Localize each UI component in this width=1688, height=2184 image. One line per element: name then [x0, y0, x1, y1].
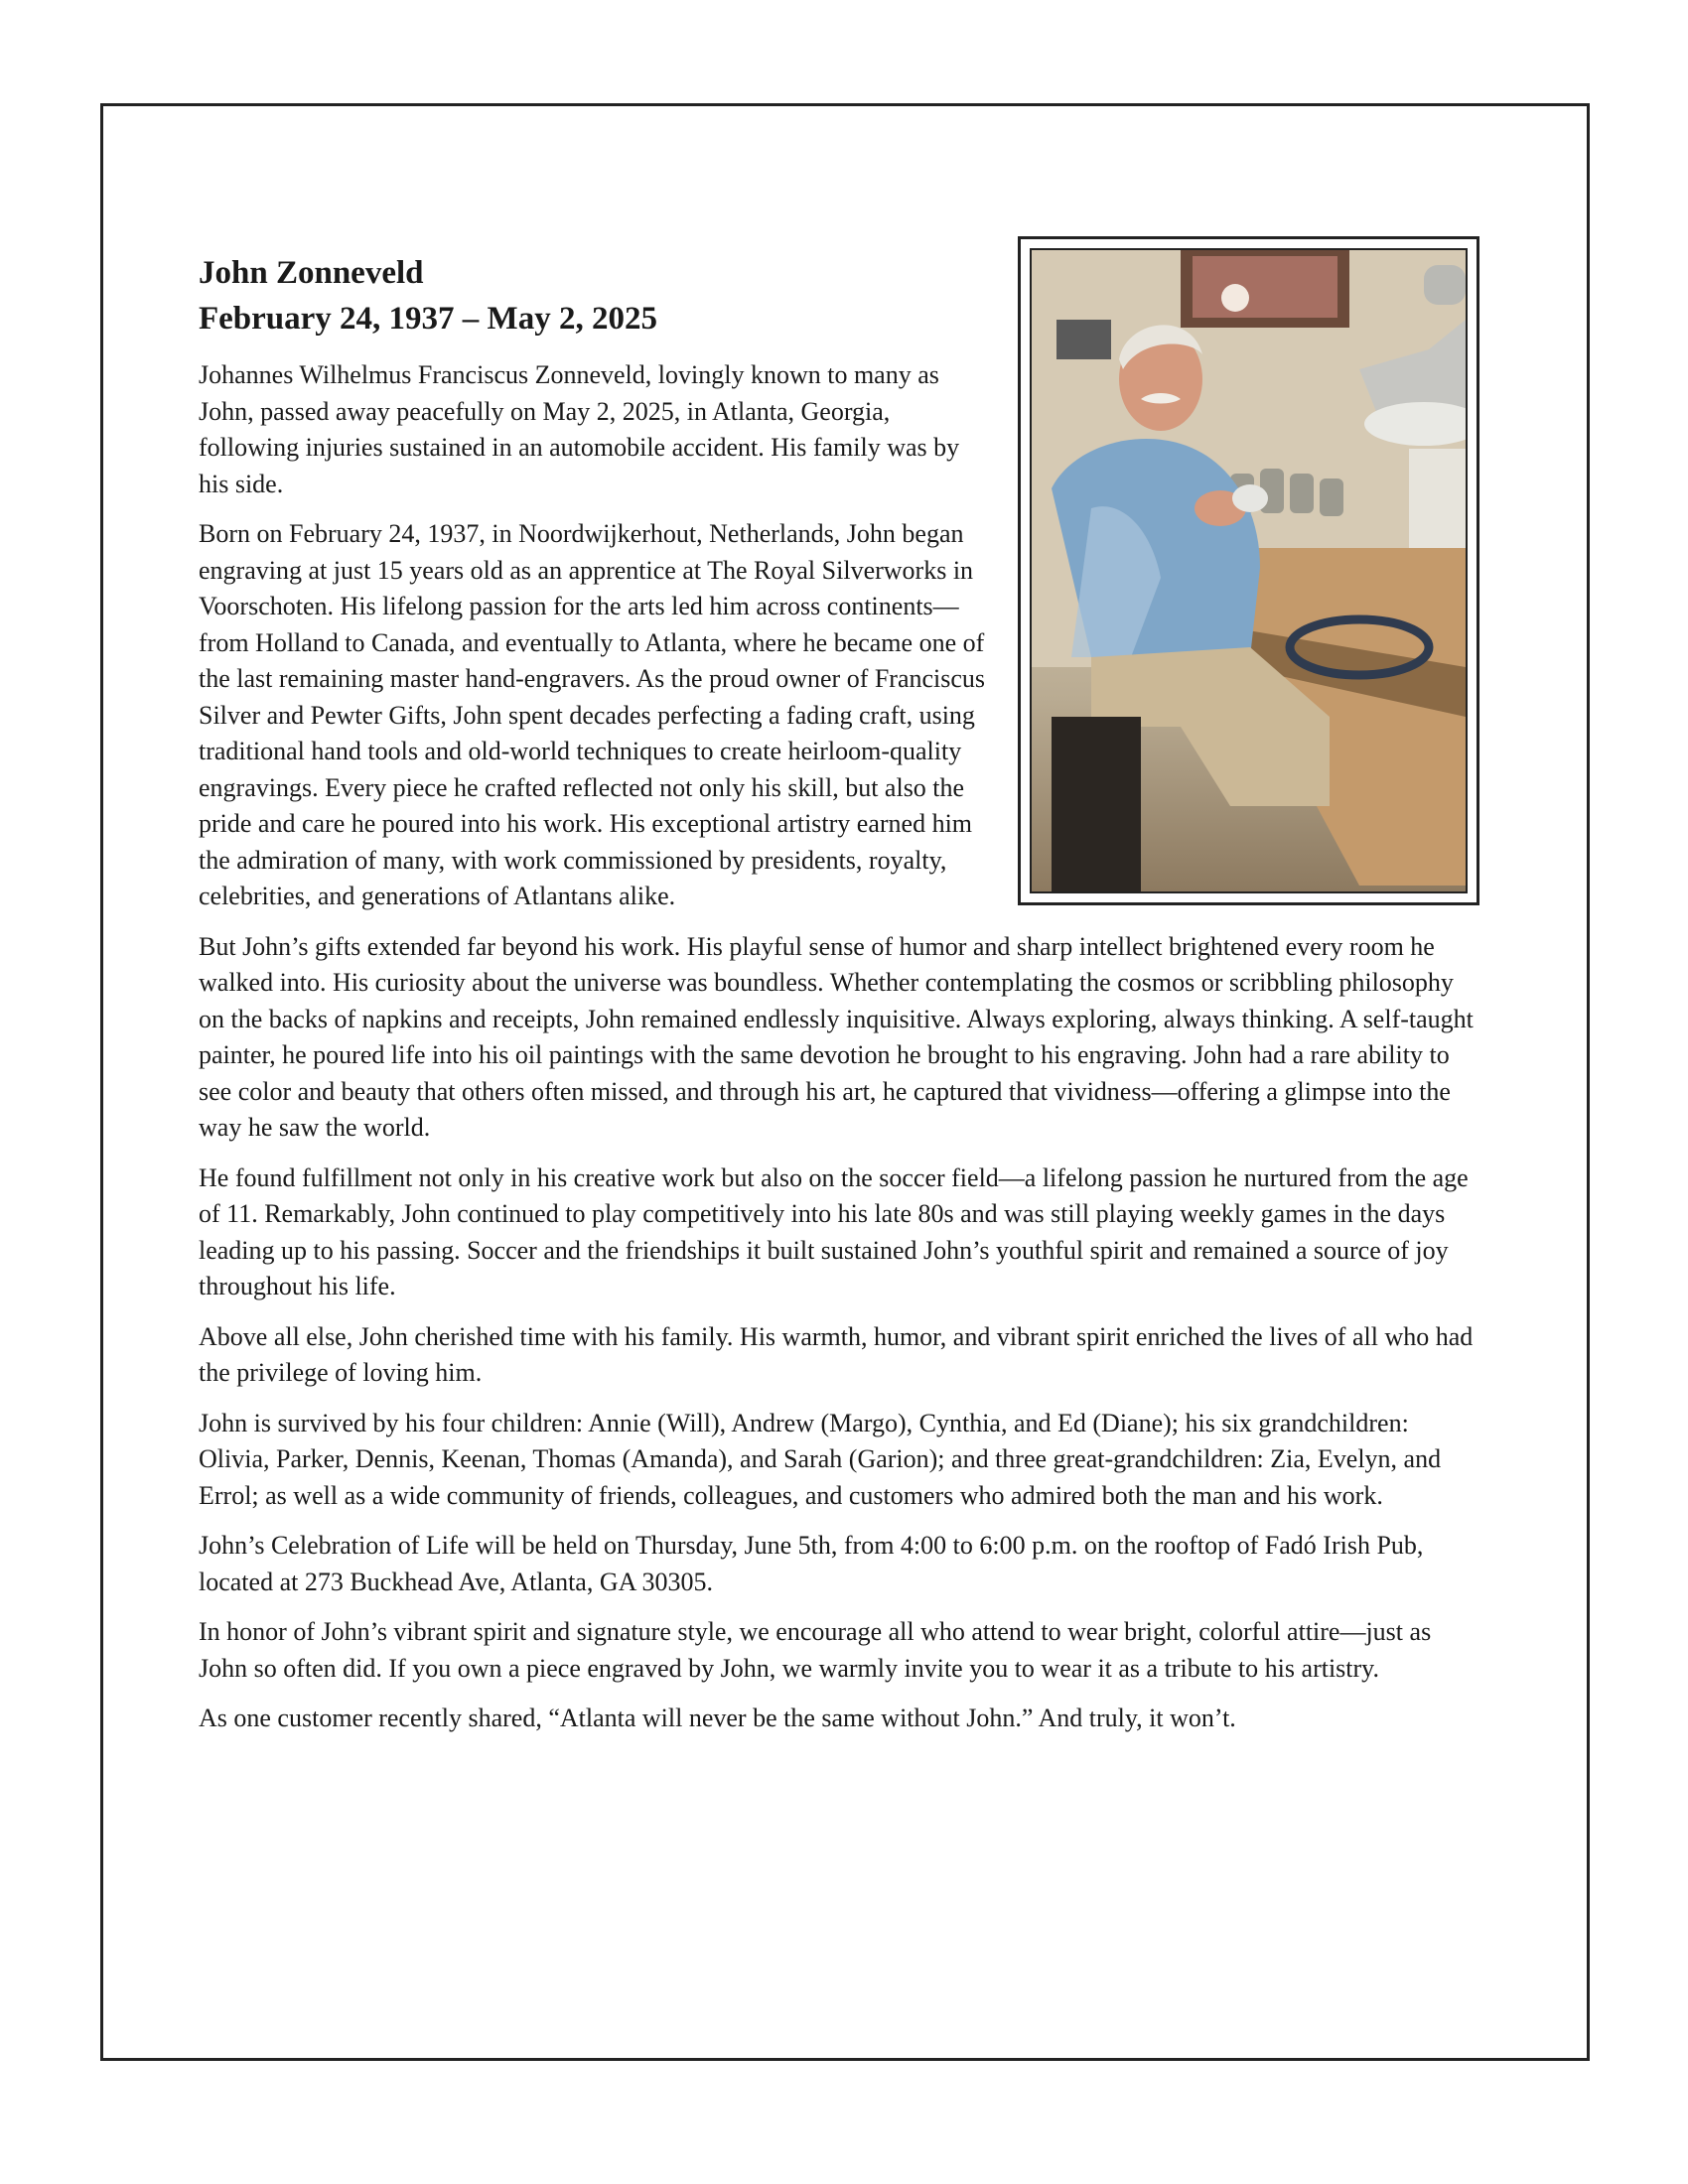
paragraph-biography: Born on February 24, 1937, in Noordwijkerhout, Netherlands, John began engraving at just 15 years old as an apprentice at The Royal Silverworks in Voorschoten. His lifelong passion for the arts led him across continents—from Holland to Canada, and eventually to Atlanta, where he became one of the last remaining master hand-engravers. As the proud owner of Franciscus Silver and Pewter Gifts, John spent decades perfecting a fading craft, using traditional hand tools and old-world techniques to create heirloom-quality engravings. Every piece he crafted reflected not only his skill, but also the pride and care he poured into his work. His exceptional artistry earned him the admiration of many, with work commissioned by presidents, royalty, celebrities, and generations of Atlantans alike. — [199, 519, 986, 910]
paragraph-attire: In honor of John’s vibrant spirit and signature style, we encourage all who attend to wear bright, colorful attire—just as John so often did. If you own a piece engraved by John, we warmly invite you to wear it as a tribute to his artistry. — [199, 1617, 1432, 1683]
obituary-content — [199, 250, 1479, 1751]
paragraph-closing-quote: As one customer recently shared, “Atlanta will never be the same without John.” And truly, it won’t. — [199, 1704, 1236, 1732]
deceased-name: John Zonneveld — [199, 255, 424, 291]
paragraph-family: Above all else, John cherished time with his family. His warmth, humor, and vibrant spirit enriched the lives of all who had the privilege of loving him. — [199, 1321, 1474, 1387]
life-dates: February 24, 1937 – May 2, 2025 — [199, 301, 657, 337]
paragraph-soccer: He found fulfillment not only in his creative work but also on the soccer field—a lifelong passion he nurtured from the age of 11. Remarkably, John continued to play competitively into his late 80s and was still playing weekly games in the days leading up to his passing. Soccer and the friendships it built sustained John’s youthful spirit and remained a source of joy throughout his life. — [199, 1162, 1469, 1300]
portrait-illustration — [1032, 250, 1466, 891]
photo-frame — [1018, 236, 1479, 905]
paragraph-announcement: Johannes Wilhelmus Franciscus Zonneveld, lovingly known to many as John, passed away peacefully on May 2, 2025, in Atlanta, Georgia, following injuries sustained in an automobile accident. His family was by his side. — [199, 360, 960, 498]
paragraph-celebration: John’s Celebration of Life will be held on Thursday, June 5th, from 4:00 to 6:00 p.m. on the rooftop of Fadó Irish Pub, located at 273 Buckhead Ave, Atlanta, GA 30305. — [199, 1531, 1424, 1596]
paragraph-personality: But John’s gifts extended far beyond his work. His playful sense of humor and sharp intellect brightened every room he walked into. His curiosity about the universe was boundless. Whether contemplating the cosmos or scribbling philosophy on the backs of napkins and receipts, John remained endlessly inquisitive. Always exploring, always thinking. A self-taught painter, he poured life into his oil paintings with the same devotion he brought to his engraving. John had a rare ability to see color and beauty that others often missed, and through his art, he captured that vividness—offering a glimpse into the way he saw the world. — [199, 931, 1474, 1142]
portrait-photo — [1030, 248, 1468, 893]
paragraph-survivors: John is survived by his four children: Annie (Will), Andrew (Margo), Cynthia, and Ed (Diane); his six grandchildren: Olivia, Parker, Dennis, Keenan, Thomas (Amanda), and Sarah (Garion); and three great-grandchildren: Zia, Evelyn, and Errol; as well as a wide community of friends, colleagues, and customers who admired both the man and his work. — [199, 1408, 1442, 1510]
